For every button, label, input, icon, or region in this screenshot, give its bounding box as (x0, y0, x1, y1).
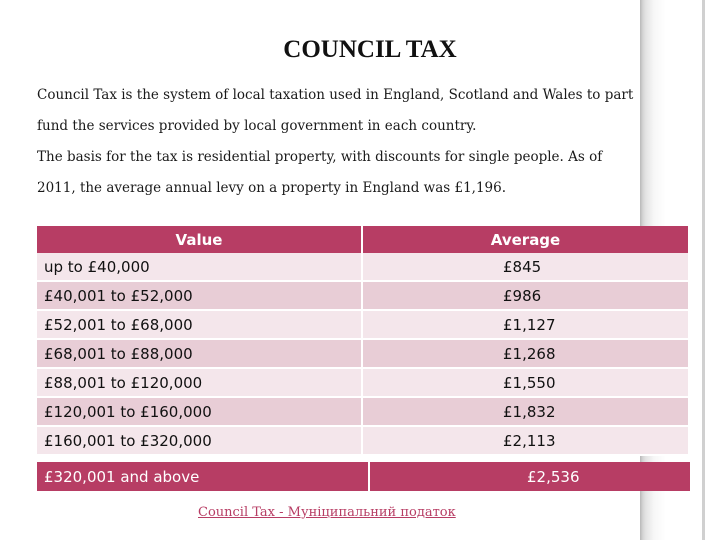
table-row (37, 253, 690, 282)
value-cell: £160,001 to £320,000 (37, 427, 363, 456)
average-cell: £1,550 (363, 369, 690, 398)
last-row-value: £320,001 and above (37, 462, 370, 491)
average-cell: £1,832 (363, 398, 690, 427)
intro-text (37, 80, 637, 204)
header-value: Value (37, 226, 363, 253)
value-cell: £120,001 to £160,000 (37, 398, 363, 427)
table-row (37, 311, 690, 340)
last-row-average: £2,536 (370, 462, 690, 491)
value-cell: £88,001 to £120,000 (37, 369, 363, 398)
highlighted-last-row (37, 462, 690, 491)
table-row (37, 398, 690, 427)
value-cell: £40,001 to £52,000 (37, 282, 363, 311)
intro-paragraph-2: The basis for the tax is residential property, with discounts for single people. As of 2011, the average annual levy on a property in England was £1,196. (37, 149, 603, 196)
page-title: COUNCIL TAX (283, 36, 457, 63)
value-cell: £52,001 to £68,000 (37, 311, 363, 340)
table-row (37, 340, 690, 369)
intro-paragraph-1: Council Tax is the system of local taxation used in England, Scotland and Wales to part fund the services provided by local government in each country. (37, 87, 634, 134)
table-row (37, 369, 690, 398)
value-cell: £68,001 to £88,000 (37, 340, 363, 369)
value-cell: up to £40,000 (37, 253, 363, 282)
average-cell: £1,127 (363, 311, 690, 340)
average-cell: £986 (363, 282, 690, 311)
table-row (37, 427, 690, 456)
council-tax-link[interactable]: Council Tax - Муніципальний податок (198, 505, 456, 520)
table-header-row (37, 226, 690, 253)
average-cell: £2,113 (363, 427, 690, 456)
council-tax-table (37, 226, 690, 456)
average-cell: £845 (363, 253, 690, 282)
header-average: Average (363, 226, 690, 253)
average-cell: £1,268 (363, 340, 690, 369)
table-row (37, 282, 690, 311)
